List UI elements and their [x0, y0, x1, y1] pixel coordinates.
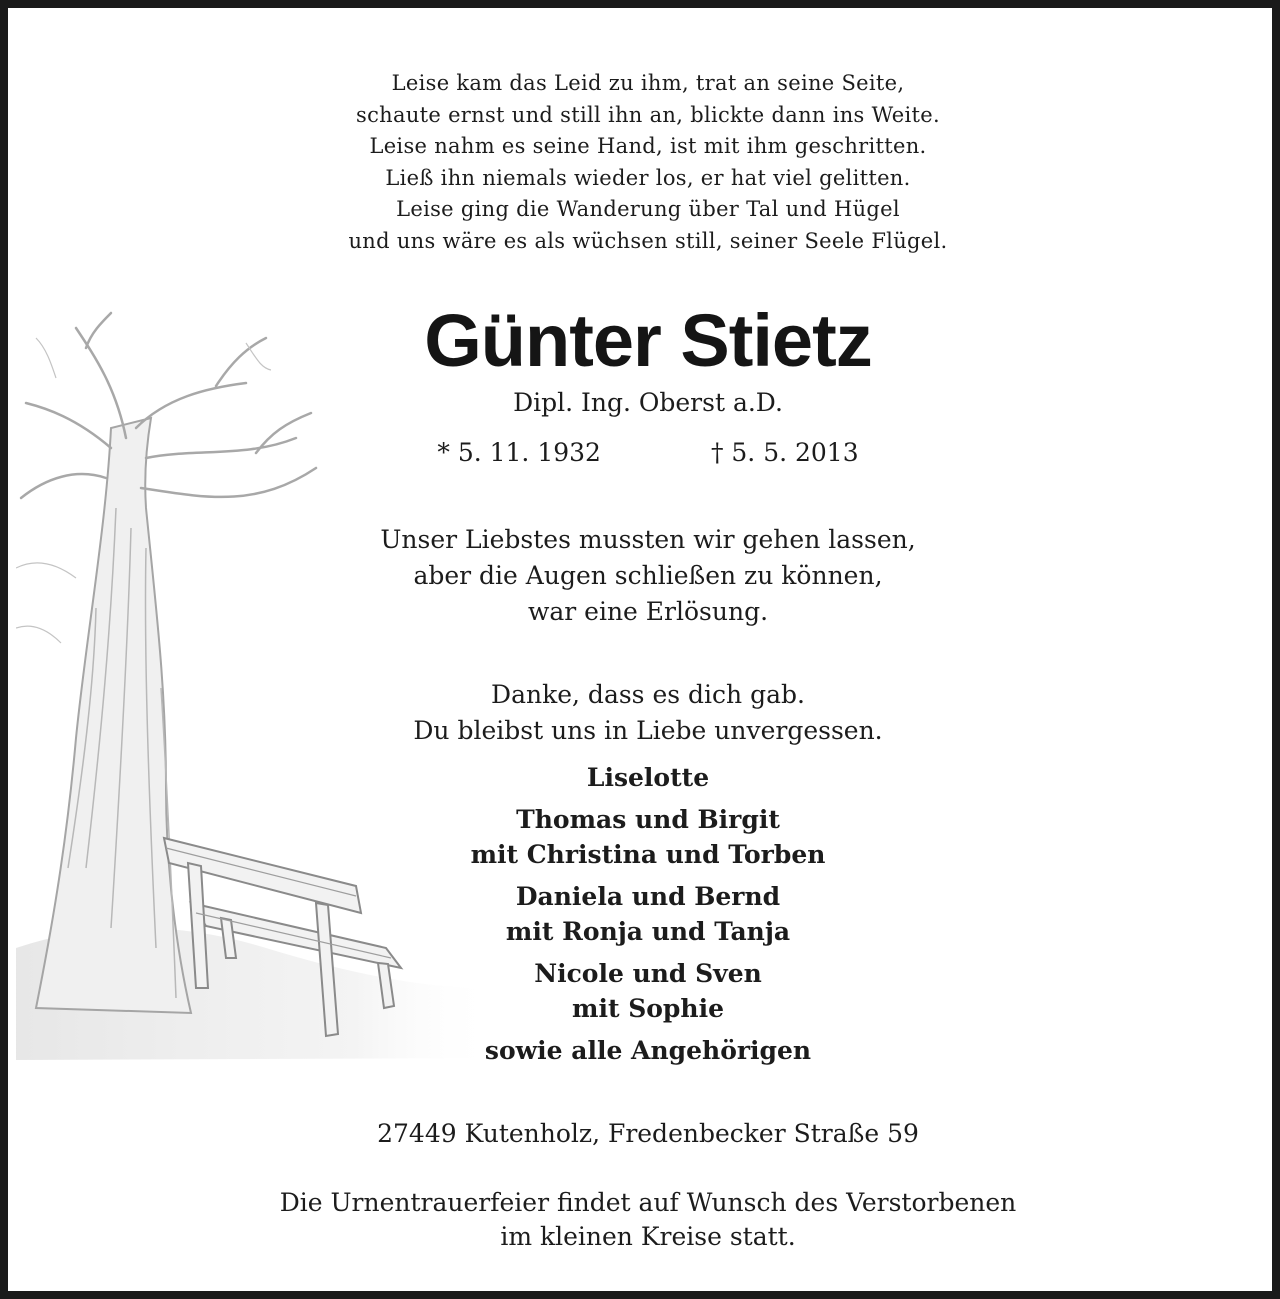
- family-group: [16, 956, 1280, 1026]
- funeral-notice: [16, 1186, 1280, 1254]
- family-member: Nicole und Sven: [534, 959, 762, 988]
- family-member: mit Sophie: [572, 994, 724, 1023]
- life-dates: [16, 436, 1280, 470]
- family-member: Thomas und Birgit: [516, 805, 780, 834]
- address: 27449 Kutenholz, Fredenbecker Straße 59: [377, 1119, 919, 1148]
- thanks-text: [16, 677, 1280, 749]
- poem: [16, 68, 1280, 257]
- family-member: Liselotte: [586, 763, 710, 792]
- farewell-text: [16, 522, 1280, 630]
- thanks-line: Du bleibst uns in Liebe unvergessen.: [413, 716, 883, 745]
- farewell-line: Unser Liebstes mussten wir gehen lassen,: [380, 525, 916, 554]
- family-group: [16, 760, 1280, 795]
- family-signatures: [16, 760, 1280, 1075]
- poem-line: und uns wäre es als wüchsen still, seiner Seele Flügel.: [348, 228, 948, 253]
- thanks-line: Danke, dass es dich gab.: [491, 680, 805, 709]
- notice-line: im kleinen Kreise statt.: [500, 1222, 796, 1251]
- family-group: [16, 802, 1280, 872]
- death-date: † 5. 5. 2013: [710, 438, 859, 467]
- farewell-line: aber die Augen schließen zu können,: [413, 561, 883, 590]
- poem-line: schaute ernst und still ihn an, blickte dann ins Weite.: [356, 102, 940, 127]
- deceased-title: Dipl. Ing. Oberst a.D.: [513, 388, 783, 417]
- family-member: mit Christina und Torben: [470, 840, 826, 869]
- family-group: [16, 879, 1280, 949]
- family-member: mit Ronja und Tanja: [505, 917, 791, 946]
- notice-line: Die Urnentrauerfeier findet auf Wunsch des Verstorbenen: [279, 1188, 1017, 1217]
- poem-line: Leise kam das Leid zu ihm, trat an seine Seite,: [391, 71, 905, 95]
- family-group: [16, 1033, 1280, 1068]
- family-member: Daniela und Bernd: [515, 882, 781, 911]
- farewell-line: war eine Erlösung.: [527, 597, 769, 626]
- poem-line: Ließ ihn niemals wieder los, er hat viel gelitten.: [385, 165, 911, 190]
- poem-line: Leise ging die Wanderung über Tal und Hügel: [396, 197, 900, 221]
- poem-line: Leise nahm es seine Hand, ist mit ihm geschritten.: [369, 134, 927, 158]
- birth-date: * 5. 11. 1932: [437, 438, 601, 467]
- family-member: sowie alle Angehörigen: [484, 1036, 812, 1065]
- deceased-name: Günter Stietz: [424, 299, 872, 382]
